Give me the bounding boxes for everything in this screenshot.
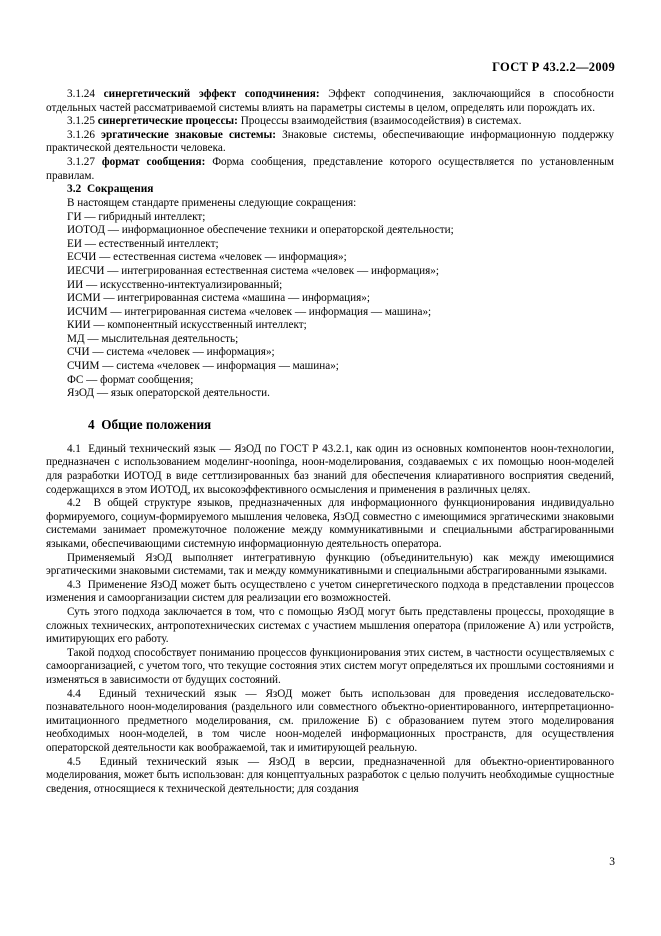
list-item: ИСЧИМ — интегрированная система «человек — информация — машина»; bbox=[67, 305, 432, 318]
term-number: 3.1.27 bbox=[67, 155, 95, 168]
list-item: ГИ — гибридный интеллект; bbox=[67, 210, 206, 223]
paragraph-number: 4.2 bbox=[67, 497, 81, 510]
paragraph-text: Единый технический язык — ЯзОД в версии, предназначенной для объектно-ориентированного моделирования, может быть использован: для концептуальных разработок с целью получить необходимые сущностные сведения, относящиеся к технической деятельности; для создания bbox=[46, 755, 615, 795]
section-heading-general-provisions bbox=[46, 417, 614, 433]
section-title: Общие положения bbox=[101, 416, 212, 432]
list-item: МД — мыслительная деятельность; bbox=[67, 332, 239, 345]
section-heading-abbreviations bbox=[46, 183, 614, 197]
term-name: синергетический эффект соподчинения: bbox=[103, 88, 320, 100]
term-definition: Процессы взаимодействия (взаимосодействия) в системах. bbox=[237, 115, 522, 128]
document-body bbox=[46, 88, 614, 796]
list-item: ЕИ — естественный интеллект; bbox=[67, 237, 219, 250]
paragraph bbox=[46, 443, 614, 497]
list-item: СЧИМ — система «человек — информация — машина»; bbox=[67, 360, 339, 373]
term-name: формат сообщения: bbox=[101, 155, 206, 168]
page-number: 3 bbox=[609, 856, 615, 868]
paragraph-text: Такой подход способствует пониманию процессов функционирования этих систем, в частности осуществляемых с самоорганизацией, с учетом того, что текущие состояния этих систем могут определяться их прошлыми состояниями и изменяться в зависимости от будущих состояний. bbox=[46, 646, 614, 686]
section-number: 3.2 bbox=[67, 183, 82, 196]
section-title: Сокращения bbox=[86, 183, 154, 196]
term-name: эргатические знаковые системы: bbox=[101, 128, 276, 141]
paragraph bbox=[46, 579, 614, 606]
list-item: ИЕСЧИ — интегрированная естественная система «человек — информация»; bbox=[67, 264, 439, 277]
paragraph-number: 4.1 bbox=[67, 442, 81, 455]
list-item: ИОТОД — информационное обеспечение техники и операторской деятельности; bbox=[67, 224, 454, 237]
section-number: 4 bbox=[88, 416, 95, 432]
list-item: ФС — формат сообщения; bbox=[67, 373, 194, 386]
spacer bbox=[46, 433, 614, 443]
list-item: ЕСЧИ — естественная система «человек — информация»; bbox=[67, 251, 347, 264]
paragraph bbox=[46, 552, 614, 579]
list-item: СЧИ — система «человек — информация»; bbox=[67, 346, 275, 359]
term-definition: Эффект соподчинения, заключающийся в способности отдельных частей рассматриваемой системы влиять на параметры системы в целом, определять или порождать их. bbox=[46, 88, 614, 114]
paragraph-text: Единый технический язык — ЯзОД по ГОСТ Р 43.2.1, как один из основных компонентов ноон-технологии, предназначен с использованием моделинг-нооninga, ноон-моделирования, создаваемых с их помощью ноон-моделей для разработки ИОТОД в виде сеттлизированных баз знаний для обеспечения клиаративного восприятия сведений, содержащихся в этом ИОТОД, их высокоэффективного осмысления и применения в различных целях. bbox=[46, 442, 614, 496]
paragraph bbox=[46, 688, 614, 756]
term-number: 3.1.26 bbox=[67, 128, 95, 141]
paragraph-text: Суть этого подхода заключается в том, что с помощью ЯзОД могут быть представлены процессы, проходящие в сложных технических, антропотехнических системах с участием мышления оператора (приложение А) или устройств, имитирующих его работу. bbox=[46, 605, 614, 646]
paragraph bbox=[46, 606, 614, 647]
list-item: ИСМИ — интегрированная система «машина — информация»; bbox=[67, 292, 370, 305]
term-number: 3.1.24 bbox=[67, 88, 95, 100]
term-entry bbox=[46, 88, 614, 115]
term-number: 3.1.25 bbox=[67, 115, 95, 128]
paragraph-text: Применяемый ЯзОД выполняет интегративную функцию (объединительную) как между имеющимися эргатическими знаковыми системами, так и между коммуникативными и специальными абстрагированными языками. bbox=[46, 551, 614, 578]
paragraph-text: Применение ЯзОД может быть осуществлено с учетом синергетического подхода в представлении процессов изменения и самоорганизации систем для реализации его возможностей. bbox=[46, 578, 614, 605]
paragraph bbox=[46, 756, 614, 797]
term-name: синергетические процессы: bbox=[97, 115, 238, 128]
paragraph bbox=[46, 647, 614, 688]
abbreviations-list bbox=[46, 211, 614, 401]
paragraph-number: 4.4 bbox=[67, 687, 81, 700]
abbreviations-intro: В настоящем стандарте применены следующие сокращения: bbox=[67, 196, 357, 209]
list-item: ИИ — искусственно-интектуализированный; bbox=[67, 278, 283, 291]
paragraph-text: Единый технический язык — ЯзОД может быть использован для проведения исследовательско-познавательного ноон-моделирования (раздельного или совместного объектно-ориентированного, интерпретационно-имитационного предметного моделирования, см. приложение Б) с образованием путем этого моделирования необходимых ноон-моделей, в том числе ноон-моделей информационных пространств, для осуществления операторской деятельности как воображаемой, так и имитирующей реальную. bbox=[46, 687, 614, 754]
term-definition: Знаковые системы, обеспечивающие информационную поддержку практической деятельности человека. bbox=[46, 128, 614, 155]
paragraph-number: 4.3 bbox=[67, 578, 81, 591]
spacer bbox=[46, 401, 614, 417]
term-entry bbox=[46, 129, 614, 156]
paragraph-text: В общей структуре языков, предназначенных для информационного функционирования индивидуально формируемого, социум-формируемого мышления человека, ЯзОД совместно с имеющимися эргатическими знаковыми системами занимает промежуточное положение между коммуникативными и специальными абстрагированными языками, обеспечивающими системную информационную деятельность оператора. bbox=[46, 497, 614, 551]
page-header-standard-number: ГОСТ Р 43.2.2—2009 bbox=[492, 60, 615, 74]
term-entry bbox=[46, 115, 614, 129]
list-item: КИИ — компонентный искусственный интеллект; bbox=[67, 319, 307, 332]
paragraph bbox=[46, 497, 614, 551]
term-definition: Форма сообщения, представление которого осуществляется по установленным правилам. bbox=[46, 155, 615, 182]
term-entry bbox=[46, 156, 614, 183]
list-item: ЯзОД — язык операторской деятельности. bbox=[67, 387, 270, 400]
paragraph-number: 4.5 bbox=[67, 755, 81, 768]
